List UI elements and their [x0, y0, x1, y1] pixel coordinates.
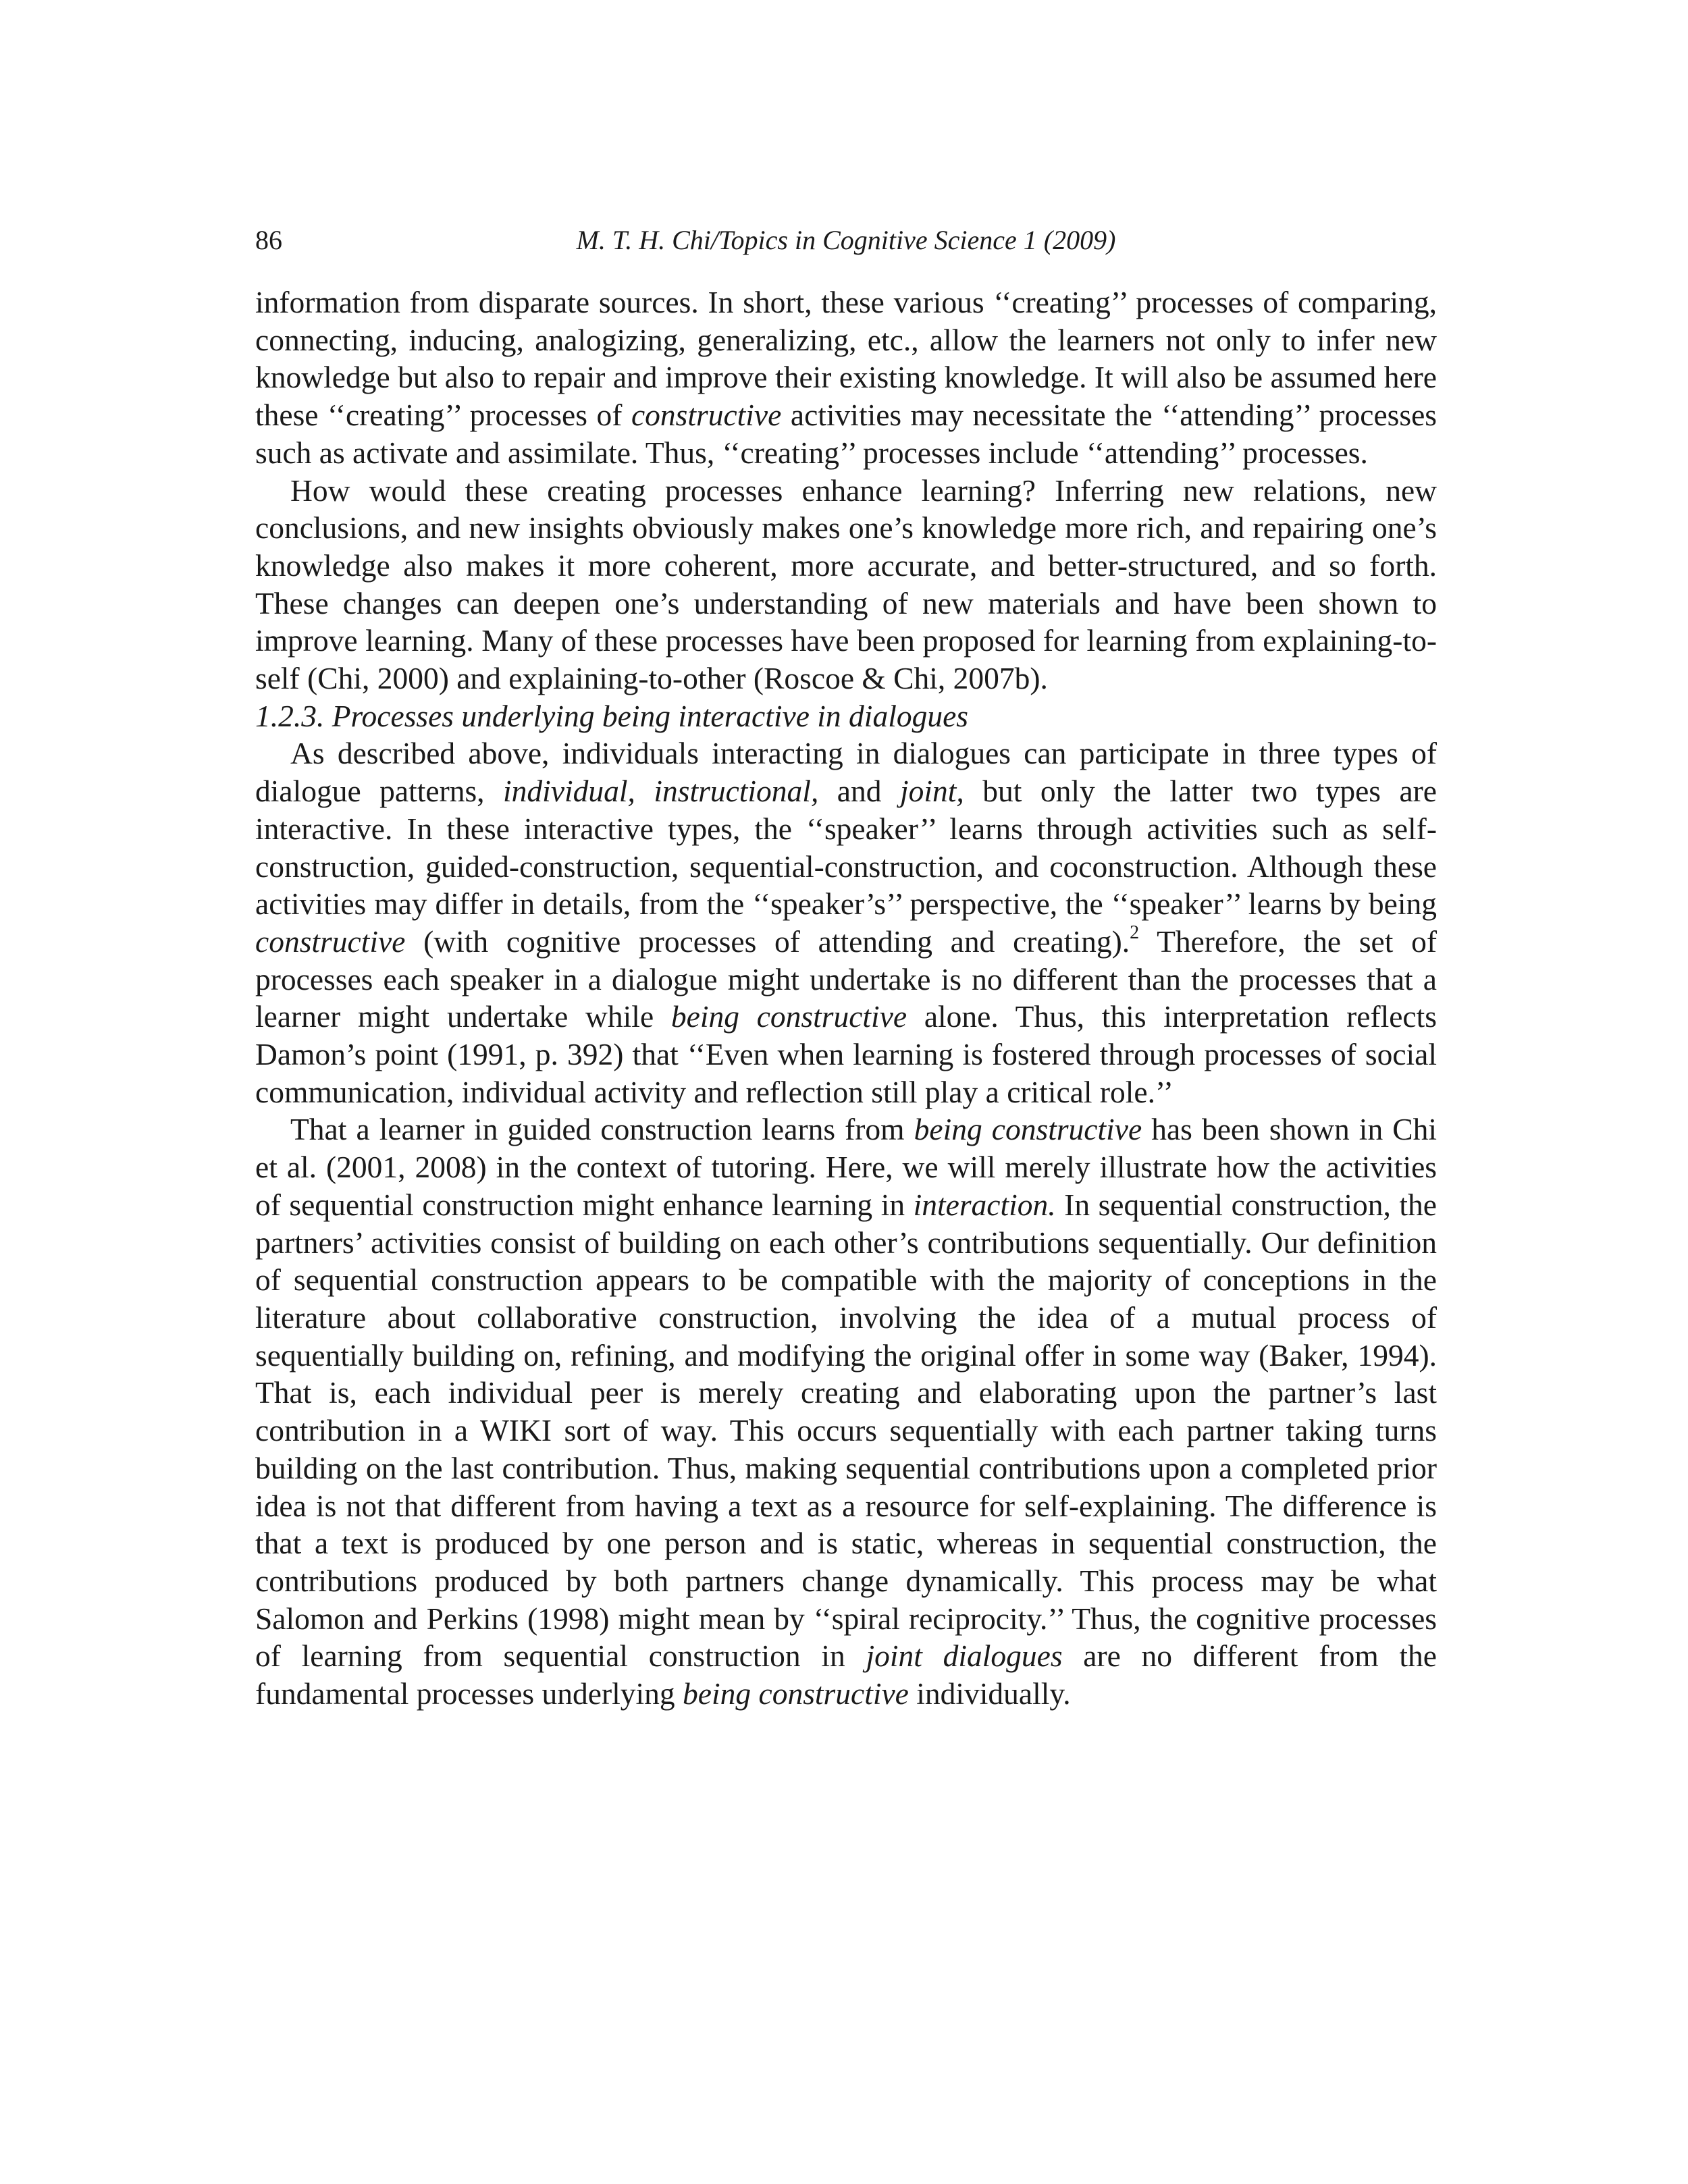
- emphasis: being constructive: [683, 1676, 909, 1711]
- page-header: [255, 220, 1437, 261]
- text-run: How would these creating processes enhance learning? Inferring new relations, new conclusions, and new insights obviously makes one’s knowledge more rich, and repairing one’s knowledge also makes it more coherent, more accurate, and better-structured, and so forth. These changes can deepen one’s understanding of new materials and have been shown to improve learning. Many of these processes have been proposed for learning from explaining-to-self (Chi, 2000) and explaining-to-other (Roscoe & Chi, 2007b).: [255, 473, 1437, 696]
- text-run: In sequential construction, the partners’ activities consist of building on each other’s contributions sequentially. Our definition of sequential construction appears to be compatible with the majority of conceptions in the literature about collaborative construction, involving the idea of a mutual process of sequentially building on, refining, and modifying the original offer in some way (Baker, 1994). That is, each individual peer is merely creating and elaborating upon the partner’s last contribution in a WIKI sort of way. This occurs sequentially with each partner taking turns building on the last contribution. Thus, making sequential contributions upon a completed prior idea is not that different from having a text as a resource for self-explaining. The difference is that a text is produced by one person and is static, whereas in sequential construction, the contributions produced by both partners change dynamically. This process may be what Salomon and Perkins (1998) might mean by ‘‘spiral reciprocity.’’ Thus, the cognitive processes of learning from sequential construction in: [255, 1187, 1437, 1674]
- emphasis: being constructive: [670, 999, 907, 1034]
- text-run: As described above, individuals interacting in dialogues can participate in three types of dialogue patterns,: [255, 736, 1437, 809]
- text-run: Therefore, the set of processes each speaker in a dialogue might undertake is no different than the processes that a learner might undertake while: [255, 924, 1437, 1034]
- page-number: 86: [255, 225, 282, 255]
- paragraph-4: [255, 1111, 1437, 1712]
- text-run: That a learner in guided construction learns from: [290, 1112, 914, 1147]
- footnote-marker: 2: [1130, 922, 1140, 943]
- emphasis: being constructive: [914, 1112, 1142, 1147]
- paragraph-2: [255, 472, 1437, 697]
- text-run: individually.: [908, 1676, 1071, 1711]
- emphasis: interaction.: [913, 1187, 1056, 1222]
- text-run: and: [818, 774, 900, 809]
- text-run: information from disparate sources. In short, these various ‘‘creating’’ processes of comparing, connecting, inducing, analogizing, generalizing, etc., allow the learners not only to infer new knowledge but also to repair and improve their existing knowledge. It will also be assumed here these ‘‘creating’’ processes of: [255, 285, 1437, 433]
- paragraph-1: [255, 284, 1437, 472]
- text-run: has been shown in Chi et al. (2001, 2008) in the context of tutoring. Here, we will merely illustrate how the activities of sequential construction might enhance learning in: [255, 1112, 1437, 1222]
- paragraph-3: [255, 735, 1437, 1111]
- emphasis: constructive: [255, 924, 406, 959]
- body-text: [255, 284, 1437, 1713]
- emphasis: individual, instructional,: [503, 774, 819, 809]
- text-run: activities may necessitate the ‘‘attending’’ processes such as activate and assimilate. Thus, ‘‘creating’’ processes include ‘‘attending’’ processes.: [255, 398, 1438, 470]
- text-run: but only the latter two types are interactive. In these interactive types, the ‘‘speaker’’ learns through activities such as self-construction, guided-construction, sequential-construction, and coconstruction. Although these activities may differ in details, from the ‘‘speaker’s’’ perspective, the ‘‘speaker’’ learns by being: [255, 774, 1437, 922]
- running-head: M. T. H. Chi/Topics in Cognitive Science 1 (2009): [576, 225, 1116, 255]
- emphasis: joint,: [899, 774, 964, 809]
- text-run: are no different from the fundamental processes underlying: [255, 1639, 1438, 1711]
- text-run: (with cognitive processes of attending and creating).: [405, 924, 1130, 959]
- emphasis: joint dialogues: [866, 1639, 1063, 1674]
- emphasis: constructive: [631, 398, 782, 433]
- section-heading: 1.2.3. Processes underlying being interactive in dialogues: [255, 698, 968, 733]
- text-run: alone. Thus, this interpretation reflects Damon’s point (1991, p. 392) that ‘‘Even when learning is fostered through processes of social communication, individual activity and reflection still play a critical role.’’: [255, 999, 1437, 1109]
